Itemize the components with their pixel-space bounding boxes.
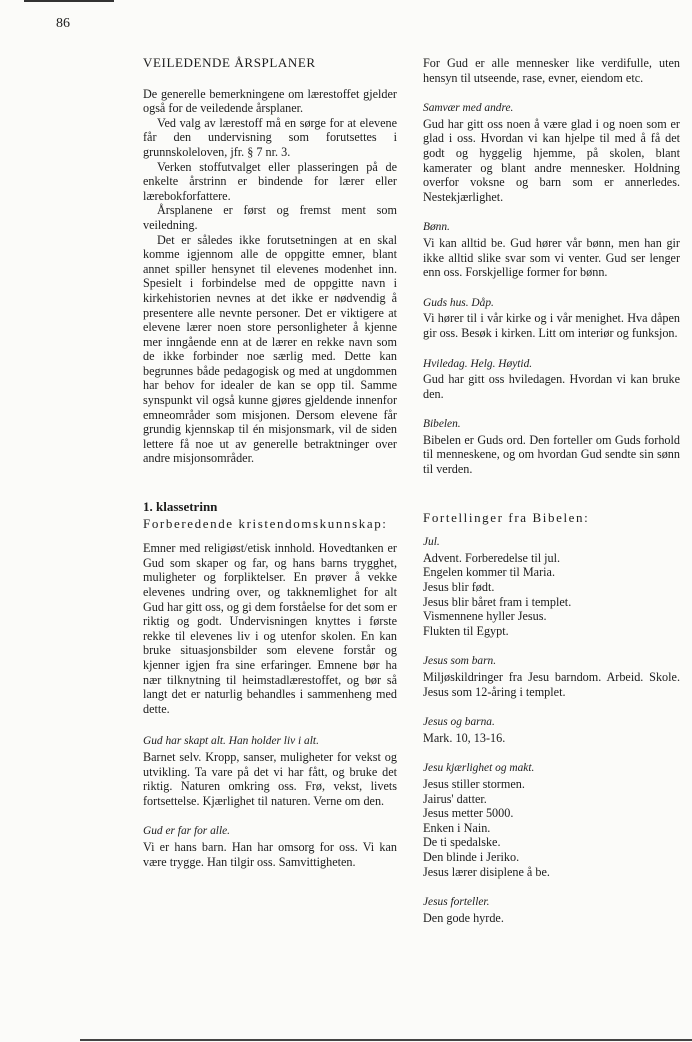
page-number: 86: [56, 16, 70, 31]
story-group: [423, 895, 680, 925]
story-item: Jesus metter 5000.: [423, 806, 514, 821]
top-rule: [24, 0, 114, 2]
topic-title: Gud har skapt alt. Han holder liv i alt.: [143, 735, 319, 748]
topic-section: [423, 417, 680, 476]
story-item: Jesus blir født.: [423, 580, 495, 595]
topic-text: Barnet selv. Kropp, sanser, muligheter for vekst og utvikling. Ta vare på det vi har fått, og bruke det riktig. Naturen omkring oss. Frø, vekst, livets fortsettelse. Kjærlighet til naturen. Verne om den.: [143, 749, 397, 808]
topic-text: Gud har gitt oss noen å være glad i og noen som er glad i oss. Hvordan vi kan hjelpe til med å få det godt og hyggelig hjemme, på skolen, blant kamerater og blant andre mennesker. Holdning overfor voksne og barn som er annerledes. Nestekjærlighet.: [423, 116, 680, 204]
topic-text: Gud har gitt oss hviledagen. Hvordan vi kan bruke den.: [423, 372, 680, 401]
subject-heading: Forberedende kristendomskunnskap:: [143, 515, 388, 531]
story-item: Enken i Nain.: [423, 820, 491, 835]
story-item: Engelen kommer til Maria.: [423, 565, 555, 580]
story-item: Advent. Forberedelse til jul.: [423, 550, 561, 565]
story-item: Jairus' datter.: [423, 791, 487, 806]
story-item: Den blinde i Jeriko.: [423, 849, 520, 864]
bottom-rule: [80, 1039, 692, 1041]
story-group-title: Jesu kjærlighet og makt.: [423, 762, 535, 775]
story-group: [423, 761, 680, 879]
story-group-title: Jesus som barn.: [423, 655, 497, 668]
story-group-title: Jul.: [423, 536, 440, 549]
intro-paragraph: Det er således ikke forutsetningen at en skal komme igjennom alle de oppgitte emner, blant annet spiller hensynet til elevenes modenhet inn. Spesielt i forbindelse med de oppgitte navn i kirkehistorien nevnes at det ikke er nødvendig å presentere alle nevnte personer. Det er viktigere at elevene lærer noen store personligheter å kjenne mer inngående enn at de lærer en rekke navn som de ikke forbinder noe særlig med. Dette kan begrunnes både pedagogisk og med at ungdommen har behov for idealer de kan se opp til. Samme synspunkt vil også kunne gjøres gjeldende innenfor emneområder som misjonen. Dersom elevene får grundig kjennskap til én misjonsmark, vil de siden lettere få noe ut av generelle betraktninger over andre misjonsområder.: [143, 232, 397, 466]
story-item: Flukten til Egypt.: [423, 623, 509, 638]
story-item: Jesus lærer disiplene å be.: [423, 864, 550, 879]
topic-text: For Gud er alle mennesker like verdifulle, uten hensyn til utseende, rase, evner, eiendom etc.: [423, 56, 680, 85]
story-item: Vismennene hyller Jesus.: [423, 609, 547, 624]
story-item: Mark. 10, 13-16.: [423, 730, 506, 745]
story-group: [423, 715, 680, 745]
left-column: [143, 56, 397, 885]
topic-title: Bønn.: [423, 221, 450, 234]
story-item: Miljøskildringer fra Jesu barndom. Arbeid. Skole. Jesus som 12-åring i templet.: [423, 670, 680, 699]
story-item: De ti spedalske.: [423, 835, 501, 850]
topic-section: [423, 56, 680, 85]
subject-intro: Emner med religiøst/etisk innhold. Hovedtanken er Gud som skaper og far, og hans barns trygghet, muligheter og forpliktelser. En prøver å vekke elevenes undring over, og takknemlighet for alt Gud har gitt oss, og gi dem forståelse for det som er riktig og godt. Undervisningen knyttes i første rekke til elevenes liv i og utenfor skolen. En kan bruke situasjonsbilder som elevene forstår og kjenner igjen fra sine erfaringer. Emnene bør ha nær tilknytning til heimstadlærestoffet, og bør så langt det er naturlig behandles i sammenheng med dette.: [143, 541, 397, 716]
story-group-title: Jesus forteller.: [423, 896, 490, 909]
story-group: [423, 535, 680, 638]
topic-section: [143, 734, 397, 808]
document-heading: VEILEDENDE ÅRSPLANER: [143, 55, 316, 70]
intro-section: [143, 87, 397, 466]
topic-title: Samvær med andre.: [423, 102, 514, 115]
story-item: Jesus stiller stormen.: [423, 776, 525, 791]
intro-paragraph: De generelle bemerkningene om lærestoffet gjelder også for de veiledende årsplaner.: [143, 86, 397, 116]
topic-section: [423, 220, 680, 279]
topic-text: Bibelen er Guds ord. Den forteller om Guds forhold til menneskene, og om hvordan Gud sendte sin sønn til verden.: [423, 432, 680, 477]
topic-section: [143, 824, 397, 869]
story-item: Den gode hyrde.: [423, 910, 504, 925]
topic-text: Vi hører til i vår kirke og i vår menighet. Hva dåpen gir oss. Besøk i kirken. Litt om interiør og funksjon.: [423, 311, 680, 340]
topic-title: Hviledag. Helg. Høytid.: [423, 357, 533, 370]
topic-title: Guds hus. Dåp.: [423, 296, 494, 309]
topic-section: [423, 357, 680, 402]
story-group: [423, 654, 680, 699]
topic-section: [423, 296, 680, 341]
topic-title: Bibelen.: [423, 418, 461, 431]
intro-paragraph: Verken stoffutvalget eller plasseringen på de enkelte årstrinn er bindende for lærer eller lærebokforfattere.: [143, 159, 397, 203]
right-column: [423, 56, 680, 941]
topic-text: Vi er hans barn. Han har omsorg for oss. Vi kan være trygge. Han tilgir oss. Samvittigheten.: [143, 839, 397, 869]
story-item: Jesus blir båret fram i templet.: [423, 594, 572, 609]
topic-title: Gud er far for alle.: [143, 825, 231, 838]
stories-heading: Fortellinger fra Bibelen:: [423, 509, 590, 525]
topic-section: [423, 101, 680, 204]
intro-paragraph: Ved valg av lærestoff må en sørge for at elevene får den undervisning som forutsettes i grunnskoleloven, jfr. § 7 nr. 3.: [143, 115, 397, 159]
grade-heading: 1. klassetrinn: [143, 499, 218, 515]
intro-paragraph: Årsplanene er først og fremst ment som veiledning.: [143, 203, 397, 232]
topic-text: Vi kan alltid be. Gud hører vår bønn, men han gir ikke alltid slike svar som vi venter. Gud ser lenger enn oss. Forskjellige former for bønn.: [423, 235, 680, 280]
story-group-title: Jesus og barna.: [423, 716, 495, 729]
